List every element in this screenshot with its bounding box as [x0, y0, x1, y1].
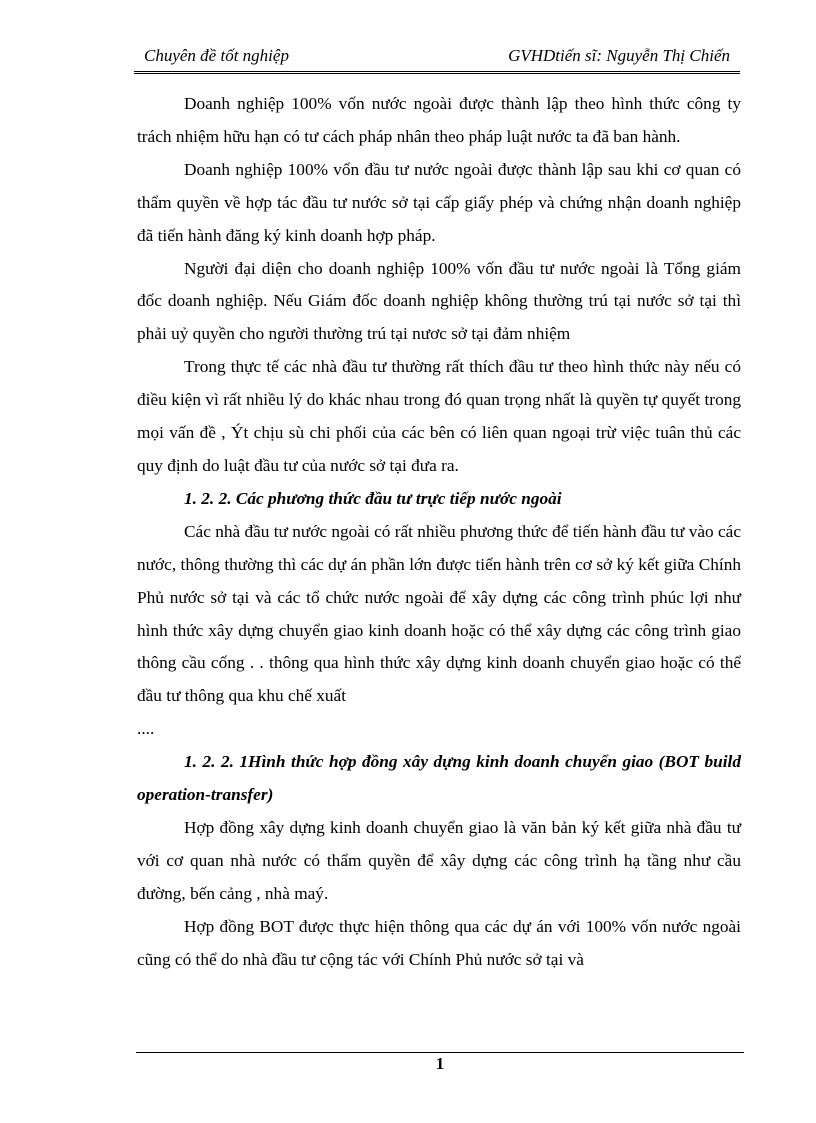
header-title: Chuyên đề tốt nghiệp — [144, 46, 289, 65]
subsection-heading: 1. 2. 2. 1Hình thức hợp đồng xây dựng kinh doanh chuyển giao (BOT build operation-transfer) — [137, 752, 741, 805]
paragraph-6: Hợp đồng xây dựng kinh doanh chuyển giao là văn bản ký kết giữa nhà đầu tư với cơ quan nhà nước có thẩm quyền để xây dựng các công trình hạ tầng như cầu đường, bến cảng , nhà maý. — [137, 817, 741, 903]
header-divider — [134, 71, 740, 74]
header-supervisor: GVHDtiến sĩ: Nguyễn Thị Chiến — [508, 46, 730, 65]
paragraph-1: Doanh nghiệp 100% vốn nước ngoài được thành lập theo hình thức công ty trách nhiệm hữu hạn có tư cách pháp nhân theo pháp luật nước ta đã ban hành. — [137, 94, 741, 146]
document-body — [137, 88, 741, 976]
paragraph-2: Doanh nghiệp 100% vốn đầu tư nước ngoài được thành lập sau khi cơ quan có thẩm quyền về hợp tác đầu tư nước sở tại cấp giấy phép và chứng nhận doanh nghiệp đã tiến hành đăng ký kinh doanh hợp pháp. — [137, 159, 741, 245]
page-number: 1 — [435, 1054, 445, 1073]
section-heading: 1. 2. 2. Các phương thức đầu tư trực tiếp nước ngoài — [184, 488, 562, 508]
paragraph-5-continuation: .... — [137, 719, 155, 739]
paragraph-7: Hợp đồng BOT được thực hiện thông qua các dự án với 100% vốn nước ngoài cũng có thể do nhà đầu tư cộng tác với Chính Phủ nước sở tại và — [137, 916, 741, 969]
paragraph-3: Người đại diện cho doanh nghiệp 100% vốn đầu tư nước ngoài là Tổng giám đốc doanh nghiệp. Nếu Giám đốc doanh nghiệp không thường trú tại nước sở tại thì phải uỷ quyền cho người thường trú tại nươc sở tại đảm nhiệm — [137, 258, 741, 344]
footer-divider — [136, 1052, 744, 1053]
paragraph-4: Trong thực tế các nhà đầu tư thường rất thích đầu tư theo hình thức này nếu có điều kiện vì rất nhiều lý do khác nhau trong đó quan trọng nhất là quyền tự quyết trong mọi vấn đề , Ýt chịu sù chi phối của các bên có liên quan ngoại trừ việc tuân thủ các quy định do luật đầu tư của nước sở tại đưa ra. — [137, 357, 741, 475]
paragraph-5: Các nhà đầu tư nước ngoài có rất nhiều phương thức để tiến hành đầu tư vào các nước, thông thường thì các dự án phần lớn được tiến hành trên cơ sở ký kết giữa Chính Phủ nước sở tại và các tổ chức nước ngoài để xây dựng các công trình phúc lợi như hình thức xây dựng chuyển giao kinh doanh hoặc có thể xây dựng các công trình giao thông cầu cống . . thông qua hình thức xây dựng kinh doanh chuyển giao hoặc có thể đầu tư thông qua khu chế xuất — [137, 521, 741, 706]
page-header — [138, 46, 738, 70]
